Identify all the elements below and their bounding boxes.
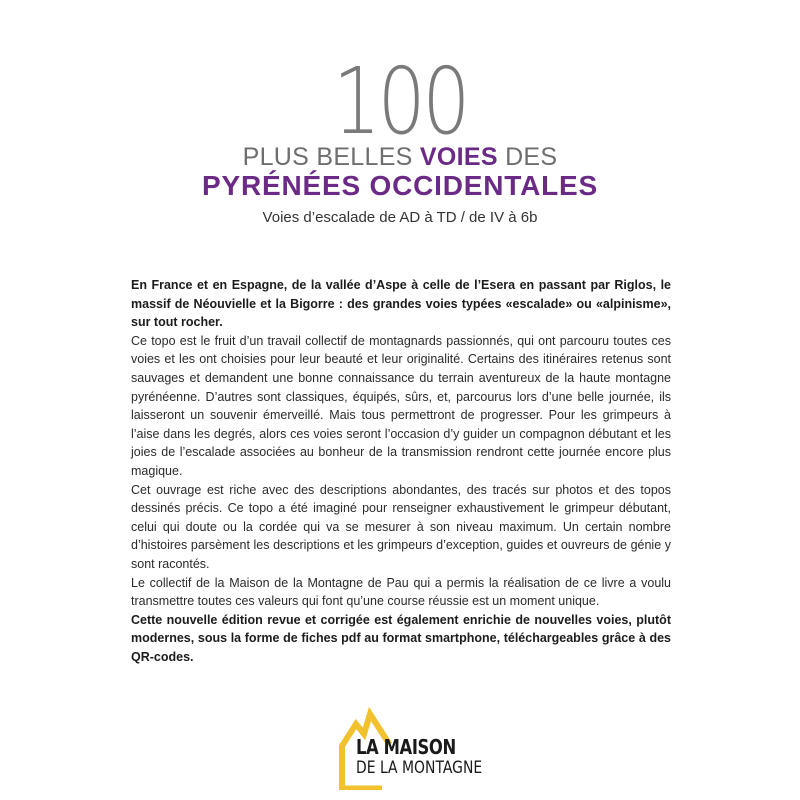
paragraph-1: Ce topo est le fruit d’un travail collectif de montagnards passionnés, qui ont parcouru toutes ces voies et les ont choisies pour leur beauté et leur originalité. Certains des itinéraires retenus sont sauvages et demandent une bonne connaissance du terrain aventureux de la haute montagne pyrénéenne. D’autres sont classiques, équipés, sûrs, et, parcourus lors d’une belle journée, ils laisseront un souvenir émerveillé. Mais tous permettront de progresser. Pour les grimpeurs à l’aise dans les degrés, alors ces voies seront l’occasion d’y guider un compagnon débutant et les joies de l’escalade associées au bonheur de la transmission rendront cette journée encore plus magique.	[131, 333, 671, 478]
closing-paragraph: Cette nouvelle édition revue et corrigée est également enrichie de nouvelles voies, plutôt modernes, sous la forme de fiches pdf au format smartphone, téléchargeables grâce à des QR-codes.	[131, 612, 671, 664]
description-text	[131, 276, 671, 666]
subtitle-line	[0, 142, 800, 172]
logo-text-line2: DE LA MONTAGNE	[356, 758, 483, 778]
title-number: 100	[332, 48, 468, 155]
subtitle-prefix: PLUS BELLES	[242, 143, 420, 171]
tagline: Voies d’escalade de AD à TD / de IV à 6b	[262, 209, 538, 226]
publisher-logo	[330, 706, 490, 790]
subtitle-suffix: DES	[497, 143, 558, 171]
main-title: PYRÉNÉES OCCIDENTALES	[202, 170, 598, 201]
subtitle-accent: VOIES	[419, 143, 498, 171]
paragraph-3: Le collectif de la Maison de la Montagne de Pau qui a permis la réalisation de ce livre a voulu transmettre toutes ces valeurs qui font qu’une course réussie est un moment unique.	[131, 575, 671, 609]
paragraph-2: Cet ouvrage est riche avec des descriptions abondantes, des tracés sur photos et des topos dessinés précis. Ce topo a été imaginé pour renseigner exhaustivement le grimpeur débutant, celui qui doute ou la cordée qui va se mesurer à son niveau maximum. Un certain nombre d’histoires parsèment les descriptions et les grimpeurs d’exception, guides et ouvreurs de génie y sont racontés.	[131, 482, 671, 571]
logo-text-line1: LA MAISON	[356, 735, 456, 759]
intro-paragraph: En France et en Espagne, de la vallée d’Aspe à celle de l’Esera en passant par Riglos, le massif de Néouvielle et la Bigorre : des grandes voies typées «escalade» ou «alpinisme», sur tout rocher.	[131, 278, 671, 330]
